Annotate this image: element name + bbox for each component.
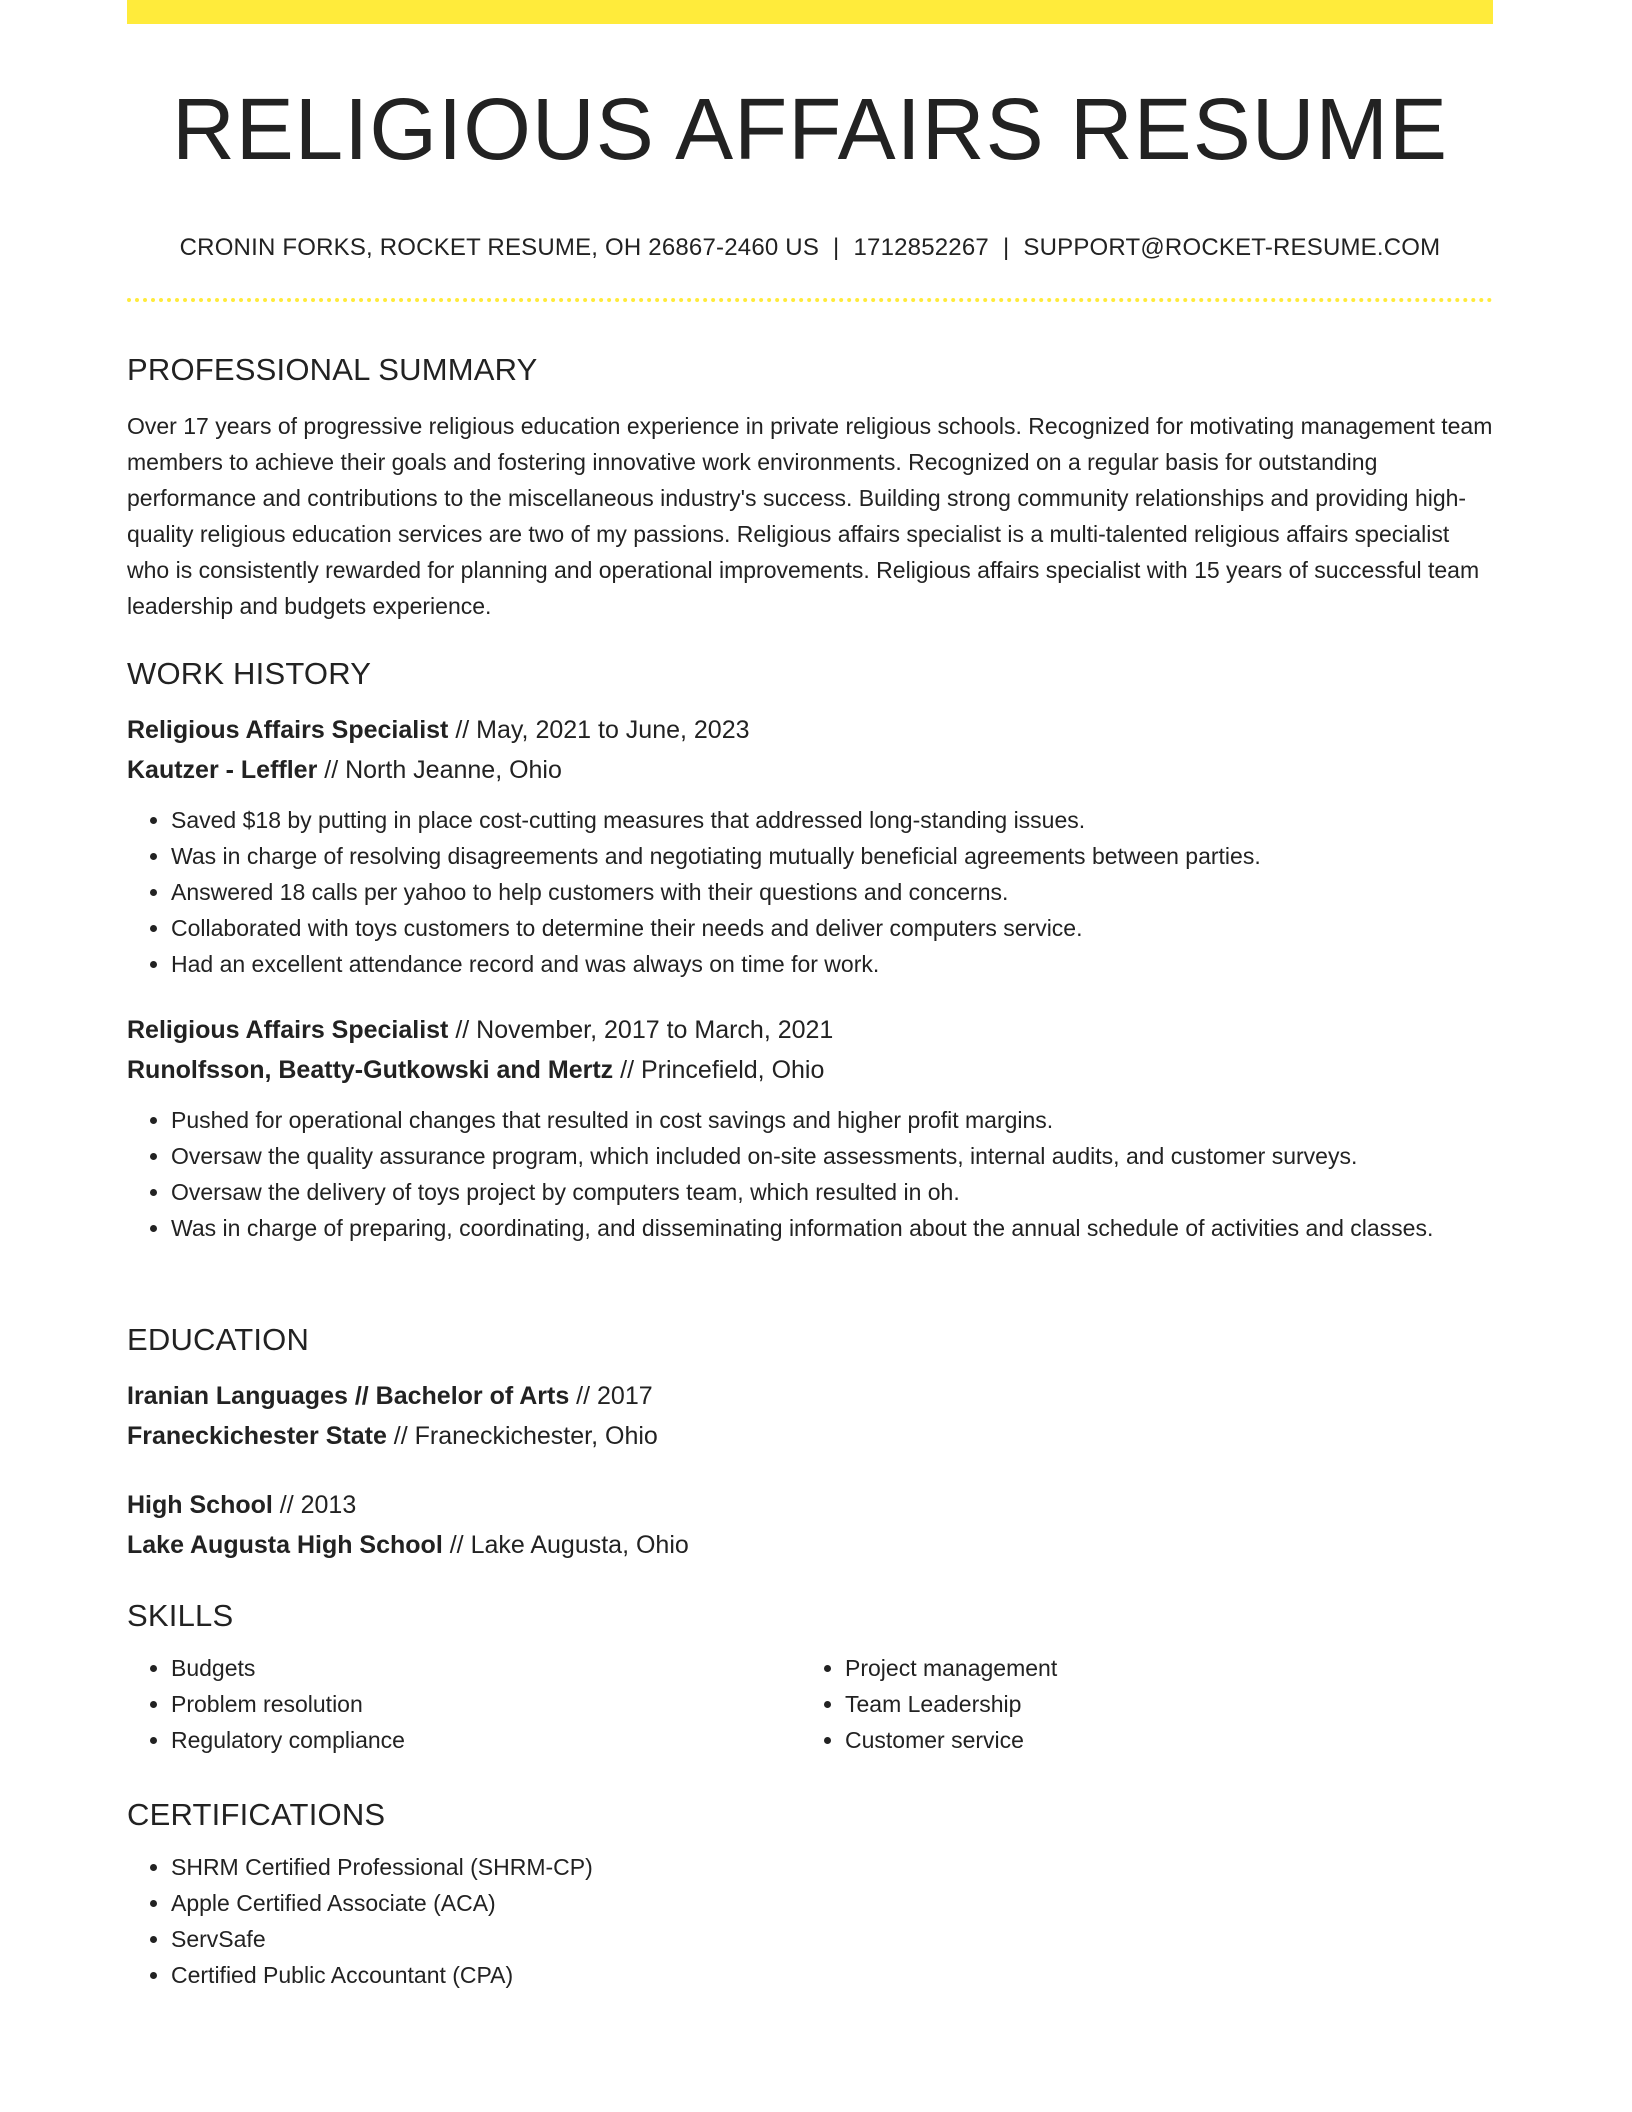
job-entry (127, 710, 1493, 982)
contact-separator: | (1002, 233, 1010, 261)
skills-column-right (801, 1650, 1475, 1758)
work-history-section (127, 656, 1493, 1246)
skill-item: • Budgets (171, 1650, 801, 1686)
contact-email: SUPPORT@ROCKET-RESUME.COM (1023, 233, 1441, 261)
skills-list (801, 1650, 1475, 1758)
education-location: // Franeckichester, Ohio (386, 1422, 658, 1450)
job-bullet: • Collaborated with toys customers to determine their needs and deliver computers service. (171, 910, 1493, 946)
education-degree-line (127, 1376, 1493, 1416)
certification-item: • Certified Public Accountant (CPA) (171, 1957, 1493, 1993)
skill-item: • Problem resolution (171, 1686, 801, 1722)
resume-title: RELIGIOUS AFFAIRS RESUME (171, 81, 1449, 178)
certifications-list (127, 1849, 1493, 1993)
job-title-line (127, 710, 1493, 750)
certifications-section (127, 1797, 1493, 1993)
education-school: Lake Augusta High School (127, 1531, 443, 1559)
certification-item: • SHRM Certified Professional (SHRM-CP) (171, 1849, 1493, 1885)
contact-phone: 1712852267 (853, 233, 989, 261)
skills-list (127, 1650, 801, 1758)
contact-separator: | (833, 233, 840, 261)
job-bullet: • Oversaw the delivery of toys project by computers team, which resulted in oh. (171, 1174, 1493, 1210)
education-entry (127, 1485, 1493, 1565)
skill-item: • Customer service (845, 1722, 1475, 1758)
resume-page (127, 0, 1493, 1988)
summary-text: Over 17 years of progressive religious education experience in private religious schools. Recognized for motivating management team members to achieve their goals and fostering innovative work environments. Recognized on a regular basis for outstanding performance and contributions to the miscellaneous industry's success. Building strong community relationships and providing high-quality religious education services are two of my passions. Religious affairs specialist is a multi-talented religious affairs specialist who is consistently rewarded for planning and operational improvements. Religious affairs specialist with 15 years of successful team leadership and budgets experience. (127, 413, 1493, 619)
education-school-line (127, 1416, 1493, 1456)
education-year: // 2013 (272, 1491, 357, 1519)
job-bullet: • Was in charge of preparing, coordinating, and disseminating information about the annual schedule of activities and classes. (171, 1210, 1493, 1246)
education-entry (127, 1376, 1493, 1456)
job-bullet: • Answered 18 calls per yahoo to help customers with their questions and concerns. (171, 874, 1493, 910)
work-history-heading: WORK HISTORY (127, 656, 372, 691)
job-bullet-list (127, 802, 1493, 982)
certification-item: • ServSafe (171, 1921, 1493, 1957)
job-location: // North Jeanne, Ohio (317, 756, 562, 784)
skills-section (127, 1598, 1493, 1758)
summary-heading: PROFESSIONAL SUMMARY (127, 352, 538, 387)
education-degree: Iranian Languages // Bachelor of Arts (127, 1382, 570, 1410)
contact-address: CRONIN FORKS, ROCKET RESUME, OH 26867-2460 US (179, 233, 820, 261)
certification-item: • Apple Certified Associate (ACA) (171, 1885, 1493, 1921)
education-school: Franeckichester State (127, 1422, 387, 1450)
job-bullet: • Oversaw the quality assurance program, which included on-site assessments, internal audits, and customer surveys. (171, 1138, 1493, 1174)
education-degree-line (127, 1485, 1493, 1525)
job-location: // Princefield, Ohio (613, 1056, 825, 1084)
job-entry (127, 1010, 1493, 1246)
job-title: Religious Affairs Specialist (127, 716, 449, 744)
job-company-line (127, 750, 1493, 790)
job-title-line (127, 1010, 1493, 1050)
job-bullet: • Saved $18 by putting in place cost-cutting measures that addressed long-standing issues. (171, 802, 1493, 838)
job-dates: // May, 2021 to June, 2023 (448, 716, 750, 744)
skills-grid (127, 1650, 1493, 1758)
job-title: Religious Affairs Specialist (127, 1016, 449, 1044)
education-year: // 2017 (569, 1382, 653, 1410)
job-bullet: • Pushed for operational changes that resulted in cost savings and higher profit margins. (171, 1102, 1493, 1138)
education-degree: High School (127, 1491, 273, 1519)
skills-heading: SKILLS (127, 1598, 234, 1633)
job-bullet: • Had an excellent attendance record and was always on time for work. (171, 946, 1493, 982)
top-accent-bar (127, 0, 1493, 24)
skills-column-left (127, 1650, 801, 1758)
education-location: // Lake Augusta, Ohio (442, 1531, 689, 1559)
certifications-heading: CERTIFICATIONS (127, 1797, 386, 1832)
education-section (127, 1322, 1493, 1565)
skill-item: • Team Leadership (845, 1686, 1475, 1722)
skill-item: • Regulatory compliance (171, 1722, 801, 1758)
job-bullet: • Was in charge of resolving disagreements and negotiating mutually beneficial agreements between parties. (171, 838, 1493, 874)
skill-item: • Project management (845, 1650, 1475, 1686)
contact-line (127, 234, 1493, 262)
job-dates: // November, 2017 to March, 2021 (448, 1016, 834, 1044)
summary-section (127, 352, 1493, 624)
header-divider (127, 298, 1493, 302)
job-company: Runolfsson, Beatty-Gutkowski and Mertz (127, 1056, 614, 1084)
education-heading: EDUCATION (127, 1322, 310, 1357)
job-bullet-list (127, 1102, 1493, 1246)
job-company-line (127, 1050, 1493, 1090)
education-school-line (127, 1525, 1493, 1565)
job-company: Kautzer - Leffler (127, 756, 318, 784)
